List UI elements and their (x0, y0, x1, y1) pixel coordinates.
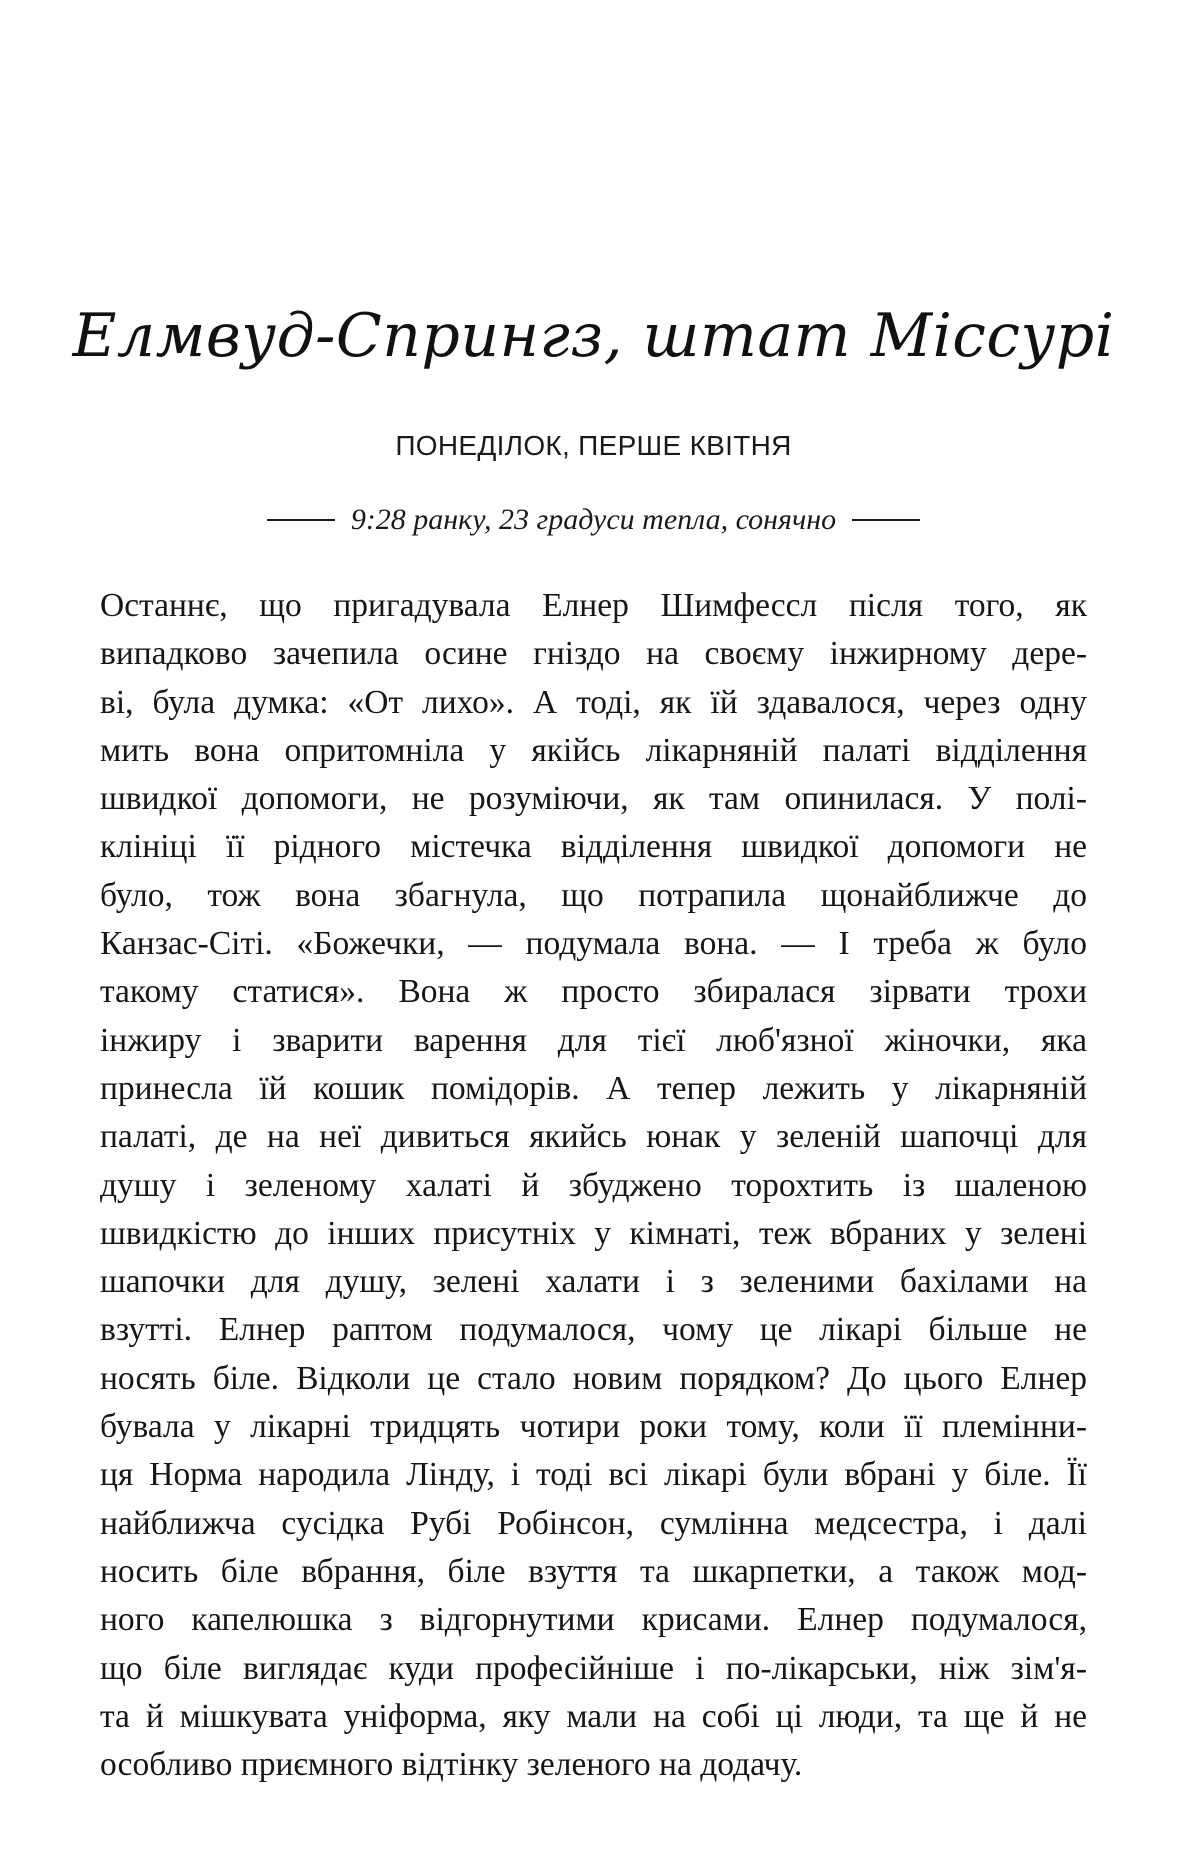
text-line-last: особливо приємного відтінку зеленого на додачу. (100, 1746, 803, 1784)
text-line: шапочки для душу, зелені халати і з зеленими бахілами на (100, 1263, 1087, 1301)
text-line: такому статися». Вона ж просто збиралася зірвати трохи (100, 973, 1087, 1011)
body-paragraph (100, 582, 1087, 1789)
text-line: взутті. Елнер раптом подумалося, чому це лікарі більше не (100, 1311, 1087, 1349)
text-line: ця Норма народила Лінду, і тоді всі лікарі були вбрані у біле. Її (100, 1456, 1087, 1494)
text-line: ві, була думка: «От лихо». А тоді, як їй здавалося, через одну (100, 683, 1087, 721)
text-line: носять біле. Відколи це стало новим порядком? До цього Елнер (100, 1359, 1087, 1397)
text-line: що біле виглядає куди професійніше і по-лікарськи, ніж зім'я- (100, 1649, 1087, 1687)
left-rule (267, 519, 335, 521)
chapter-title: Елмвуд-Спрингз, штат Міссурі (72, 301, 1115, 371)
text-line: Канзас-Сіті. «Божечки, — подумала вона. — І треба ж було (100, 925, 1087, 963)
text-line: Останнє, що пригадувала Елнер Шимфессл після того, як (100, 587, 1087, 624)
text-line: випадково зачепила осине гніздо на своєму інжирному дере- (100, 635, 1087, 673)
text-line: душу і зеленому халаті й збуджено торохтить із шаленою (100, 1166, 1087, 1204)
text-line: палаті, де на неї дивиться якийсь юнак у зеленій шапочці для (100, 1118, 1087, 1156)
chapter-conditions-line (0, 500, 1187, 540)
text-line: носить біле вбрання, біле взуття та шкарпетки, а також мод- (100, 1552, 1087, 1590)
text-line: було, тож вона збагнула, що потрапила щонайближче до (100, 876, 1087, 914)
text-line: клініці її рідного містечка відділення швидкої допомоги не (100, 828, 1087, 866)
text-line: мить вона опритомніла у якійсь лікарняній палаті відділення (100, 731, 1087, 769)
text-line: швидкістю до інших присутніх у кімнаті, теж вбраних у зелені (100, 1214, 1087, 1252)
chapter-conditions-text: 9:28 ранку, 23 градуси тепла, сонячно (350, 503, 837, 536)
text-line: найближча сусідка Рубі Робінсон, сумлінна медсестра, і далі (100, 1504, 1087, 1542)
text-line: принесла їй кошик помідорів. А тепер лежить у лікарняній (100, 1069, 1087, 1107)
text-line: швидкої допомоги, не розуміючи, як там опинилася. У полі- (100, 780, 1087, 818)
text-line: інжиру і зварити варення для тієї люб'язної жіночки, яка (100, 1021, 1087, 1059)
chapter-date: ПОНЕДІЛОК, ПЕРШЕ КВІТНЯ (395, 430, 792, 461)
text-line: ного капелюшка з відгорнутими крисами. Елнер подумалося, (100, 1601, 1087, 1639)
text-line: бувала у лікарні тридцять чотири роки тому, коли її племінни- (100, 1408, 1087, 1446)
right-rule (852, 519, 920, 521)
text-line: та й мішкувата уніформа, яку мали на собі ці люди, та ще й не (100, 1697, 1087, 1735)
